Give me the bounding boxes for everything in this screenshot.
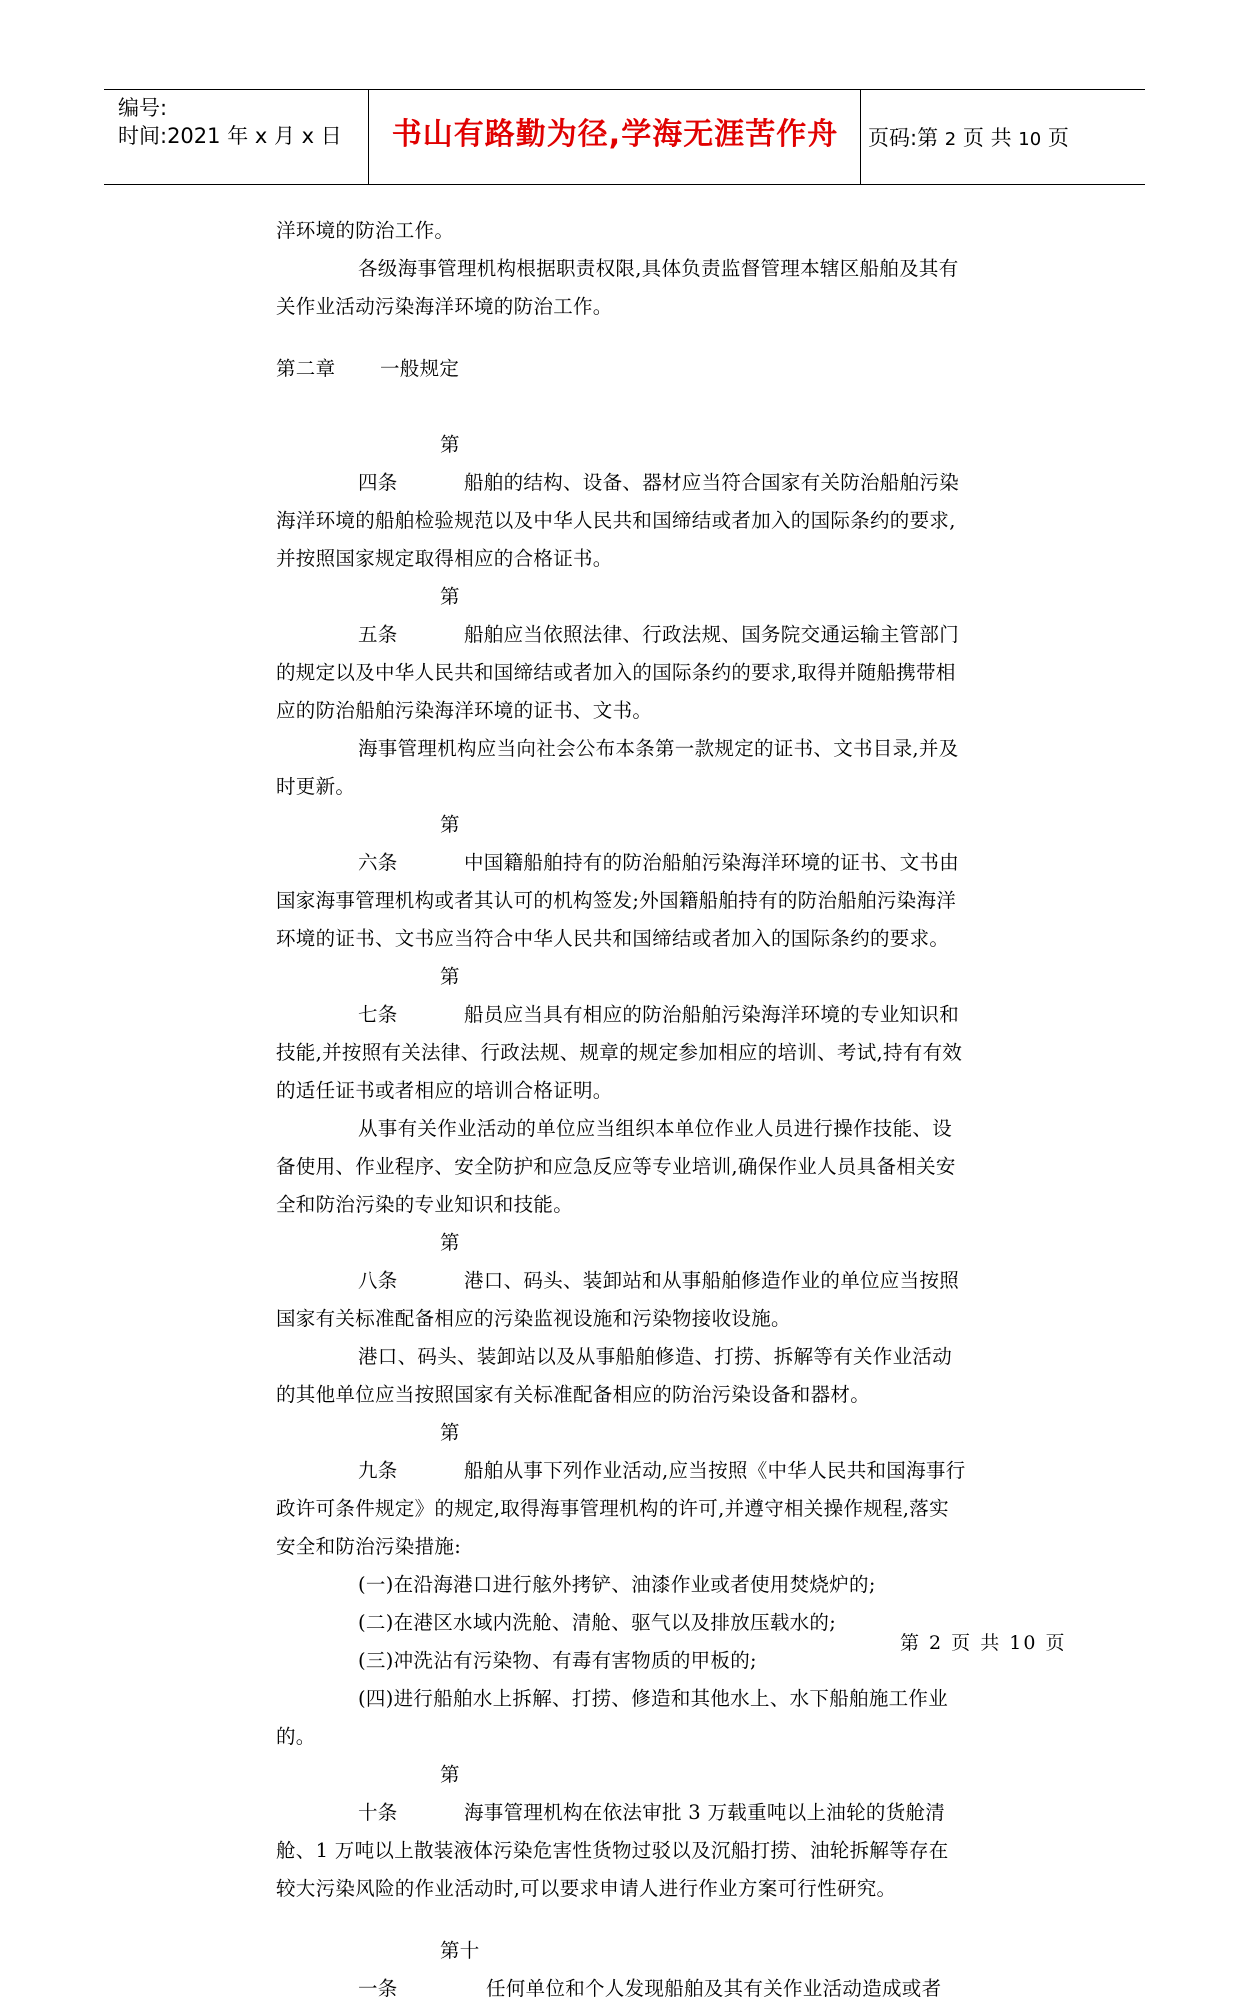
page-suffix: 页: [1047, 126, 1069, 150]
article-9: [276, 1414, 966, 1566]
article-text: 船舶应当依照法律、行政法规、国务院交通运输主管部门的规定以及中华人民共和国缔结或者加入的国际条约的要求,取得并随船携带相应的防治船舶污染海洋环境的证书、文书。: [276, 623, 960, 722]
page-prefix: 页码:第: [868, 126, 939, 150]
article-text: 船舶从事下列作业活动,应当按照《中华人民共和国海事行政许可条件规定》的规定,取得海事管理机构的许可,并遵守相关操作规程,落实安全和防治污染措施:: [276, 1459, 966, 1558]
list-item: (三)冲洗沾有污染物、有毒有害物质的甲板的;: [358, 1649, 757, 1672]
article-text: 港口、码头、装卸站和从事船舶修造作业的单位应当按照国家有关标准配备相应的污染监视设施和污染物接收设施。: [276, 1269, 960, 1330]
chapter-number: 第二章: [276, 357, 336, 380]
paragraph: 从事有关作业活动的单位应当组织本单位作业人员进行操作技能、设备使用、作业程序、安全防护和应急反应等专业培训,确保作业人员具备相关安全和防治污染的专业知识和技能。: [276, 1117, 956, 1216]
article-label: 第十条: [358, 1763, 460, 1824]
article-6: [276, 806, 966, 958]
header-motto: 书山有路勤为径,学海无涯苦作舟: [391, 117, 839, 152]
article-label: 第六条: [358, 813, 460, 874]
article-4: [276, 426, 966, 578]
paragraph: 洋环境的防治工作。: [276, 219, 455, 242]
page-header: [104, 89, 1145, 185]
article-label: 第五条: [358, 585, 460, 646]
chapter-heading: [276, 350, 966, 388]
header-divider-left: [368, 90, 369, 184]
page-mid: 页 共: [962, 126, 1012, 150]
paragraph: 海事管理机构应当向社会公布本条第一款规定的证书、文书目录,并及时更新。: [276, 737, 959, 798]
article-label: 第九条: [358, 1421, 460, 1482]
article-label: 第十一条: [358, 1939, 480, 2000]
header-meta: [118, 94, 342, 150]
article-text: 船员应当具有相应的防治船舶污染海洋环境的专业知识和技能,并按照有关法律、行政法规、规章的规定参加相应的培训、考试,持有有效的适任证书或者相应的培训合格证明。: [276, 1003, 963, 1102]
article-label: 第七条: [358, 965, 460, 1026]
list-item: (一)在沿海港口进行舷外拷铲、油漆作业或者使用焚烧炉的;: [358, 1573, 876, 1596]
page-total: 10: [1018, 129, 1042, 150]
article-8: [276, 1224, 966, 1338]
page-number: 2: [944, 129, 957, 150]
article-label: 第四条: [358, 433, 460, 494]
article-text: 中国籍船舶持有的防治船舶污染海洋环境的证书、文书由国家海事管理机构或者其认可的机构签发;外国籍船舶持有的防治船舶污染海洋环境的证书、文书应当符合中华人民共和国缔结或者加入的国际条约的要求。: [276, 851, 960, 950]
article-7: [276, 958, 966, 1110]
article-label: 第八条: [358, 1231, 460, 1292]
article-text: 船舶的结构、设备、器材应当符合国家有关防治船舶污染海洋环境的船舶检验规范以及中华人民共和国缔结或者加入的国际条约的要求,并按照国家规定取得相应的合格证书。: [276, 471, 960, 570]
header-divider-right: [860, 90, 861, 184]
article-10: [276, 1756, 966, 1908]
article-5: [276, 578, 966, 730]
article-text: 海事管理机构在依法审批 3 万载重吨以上油轮的货舱清舱、1 万吨以上散装液体污染危害性货物过驳以及沉船打捞、油轮拆解等存在较大污染风险的作业活动时,可以要求申请人进行作业方案可行性研究。: [276, 1801, 949, 1900]
time-label: 时间:2021 年 x 月 x 日: [118, 124, 342, 148]
code-label: 编号:: [118, 96, 168, 120]
document-body: [276, 212, 966, 2008]
list-item: (四)进行船舶水上拆解、打捞、修造和其他水上、水下船舶施工作业的。: [276, 1687, 949, 1748]
paragraph: 港口、码头、装卸站以及从事船舶修造、打捞、拆解等有关作业活动的其他单位应当按照国家有关标准配备相应的防治污染设备和器材。: [276, 1345, 953, 1406]
header-page-info: [868, 124, 1069, 154]
page-footer: 第 2 页 共 10 页: [900, 1632, 1067, 1654]
article-text: 任何单位和个人发现船舶及其有关作业活动造成或者: [486, 1977, 942, 2000]
paragraph: 各级海事管理机构根据职责权限,具体负责监督管理本辖区船舶及其有关作业活动污染海洋环境的防治工作。: [276, 257, 959, 318]
list-item: (二)在港区水域内洗舱、清舱、驱气以及排放压载水的;: [358, 1611, 837, 1634]
article-11: [276, 1932, 966, 2008]
chapter-title: 一般规定: [380, 357, 460, 380]
